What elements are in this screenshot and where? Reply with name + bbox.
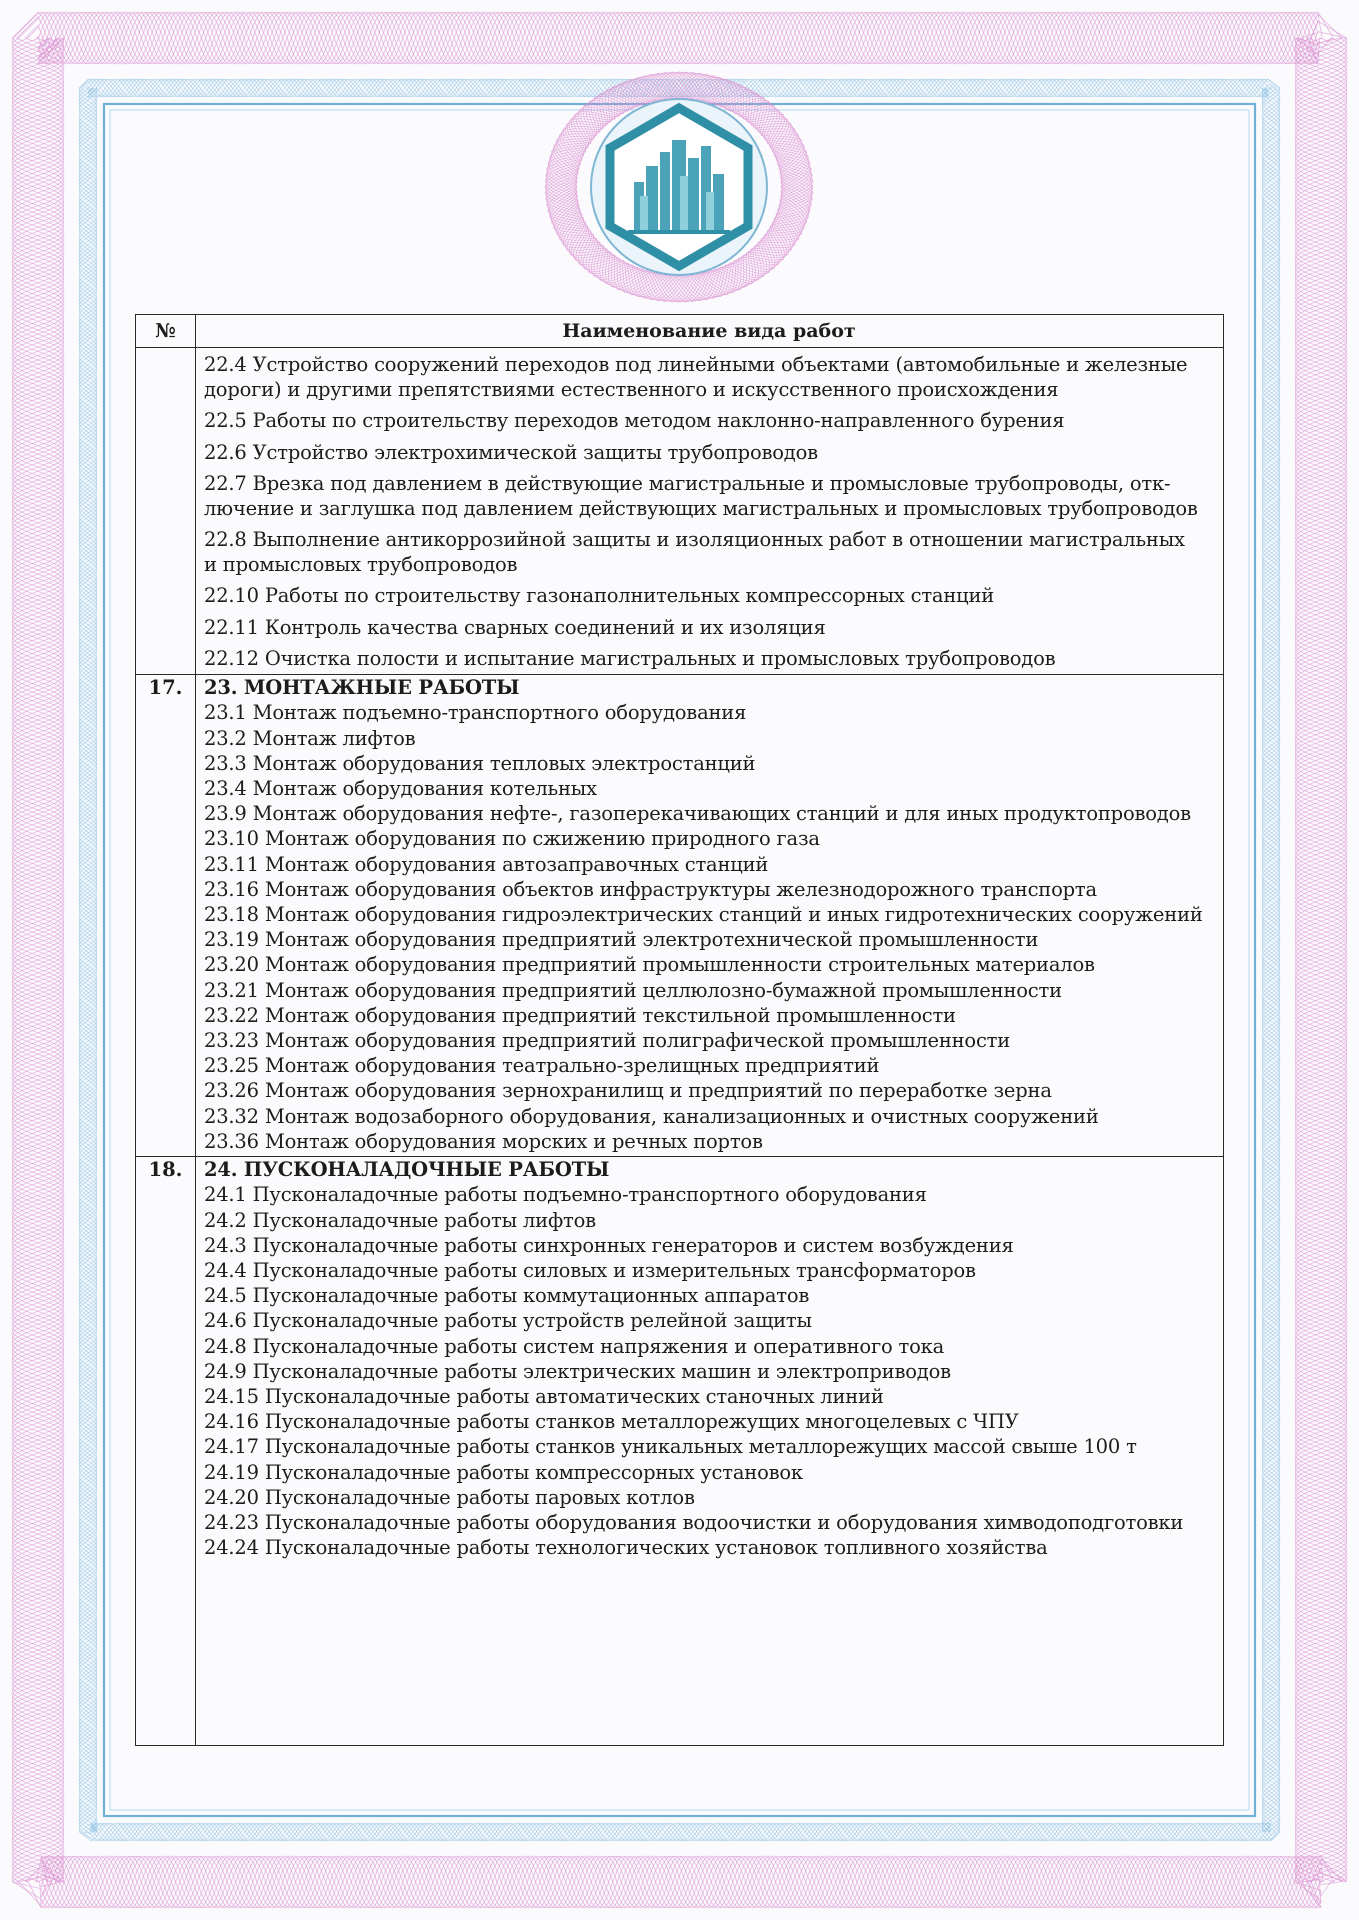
work-item: 23.3 Монтаж оборудования тепловых электростанций [204,751,756,775]
work-item: 24.1 Пусконаладочные работы подъемно-транспортного оборудования [204,1183,927,1207]
header-divider [136,347,1223,348]
work-item: 24.3 Пусконаладочные работы синхронных генераторов и систем возбуждения [204,1233,1014,1257]
work-item: 23.22 Монтаж оборудования предприятий текстильной промышленности [204,1003,956,1027]
work-item: 24.24 Пусконаладочные работы технологических установок топливного хозяйства [204,1536,1048,1560]
work-item: 23.18 Монтаж оборудования гидроэлектрических станций и иных гидротехнических сооружений [204,903,1203,926]
work-item: 23.11 Монтаж оборудования автозаправочных станций [204,852,769,876]
work-item: 22.7 Врезка под давлением в действующие магистральные и промысловые трубопроводы, отк- [204,471,1171,495]
work-item: 24.5 Пусконаладочные работы коммутационных аппаратов [204,1284,810,1308]
work-item: 22.6 Устройство электрохимической защиты трубопроводов [204,440,818,464]
header-title: Наименование вида работ [562,320,856,342]
work-item: и промысловых трубопроводов [204,552,518,576]
work-item: 24.19 Пусконаладочные работы компрессорных установок [204,1460,803,1484]
work-item: 23.4 Монтаж оборудования котельных [204,777,597,800]
work-item: 23.21 Монтаж оборудования предприятий целлюлозно-бумажной промышленности [204,978,1062,1002]
work-item: 24.17 Пусконаладочные работы станков уникальных металлорежущих массой свыше 100 т [204,1435,1137,1459]
work-item: 23.16 Монтаж оборудования объектов инфраструктуры железнодорожного транспорта [204,877,1097,901]
work-item: 23.23 Монтаж оборудования предприятий полиграфической промышленности [204,1029,1011,1052]
work-item: 23.25 Монтаж оборудования театрально-зрелищных предприятий [204,1054,880,1078]
work-item: 24.6 Пусконаладочные работы устройств релейной защиты [204,1309,812,1333]
work-item: 24.8 Пусконаладочные работы систем напряжения и оперативного тока [204,1334,945,1358]
work-item: 24.15 Пусконаладочные работы автоматических станочных линий [204,1384,884,1408]
work-item: 23.32 Монтаж водозаборного оборудования, канализационных и очистных сооружений [204,1104,1099,1128]
work-item: 24.20 Пусконаладочные работы паровых котлов [204,1485,695,1509]
work-item: 22.8 Выполнение антикоррозийной защиты и изоляционных работ в отношении магистральных [204,528,1185,551]
work-item: 23.1 Монтаж подъемно-транспортного оборудования [204,701,747,725]
work-item: 23.9 Монтаж оборудования нефте-, газоперекачивающих станций и для иных продуктопроводов [204,802,1191,826]
work-item: лючение и заглушка под давлением действующих магистральных и промысловых трубопроводов [204,496,1198,520]
city-skyline-hexagon-icon [588,96,770,278]
work-item: 23.36 Монтаж оборудования морских и речных портов [204,1129,763,1153]
work-types-table [135,314,1224,1746]
work-item: 24.23 Пусконаладочные работы оборудования водоочистки и оборудования химводоподготовки [204,1510,1184,1534]
work-item: 23.2 Монтаж лифтов [204,726,416,750]
work-item: 22.11 Контроль качества сварных соединений и их изоляция [204,615,826,639]
work-item: 24.2 Пусконаладочные работы лифтов [204,1208,596,1232]
section-divider [136,1156,1223,1157]
column-divider [195,315,196,1745]
work-item: 23.26 Монтаж оборудования зернохранилищ и предприятий по переработке зерна [204,1079,1052,1103]
section-number: 17. [148,676,183,700]
work-item: 22.10 Работы по строительству газонаполнительных компрессорных станций [204,584,995,608]
work-item: 24.9 Пусконаладочные работы электрических машин и электроприводов [204,1359,951,1383]
section-number: 18. [148,1158,183,1181]
work-item: 24.16 Пусконаладочные работы станков металлорежущих многоцелевых с ЧПУ [204,1410,1019,1434]
section-title: 23. МОНТАЖНЫЕ РАБОТЫ [204,676,520,700]
work-item: 23.10 Монтаж оборудования по сжижению природного газа [204,827,820,851]
work-item: 23.19 Монтаж оборудования предприятий электротехнической промышленности [204,928,1039,952]
work-item: 22.12 Очистка полости и испытание магистральных и промысловых трубопроводов [204,646,1056,670]
work-item: 24.4 Пусконаладочные работы силовых и измерительных трансформаторов [204,1258,976,1282]
header-number: № [155,320,176,342]
work-item: 23.20 Монтаж оборудования предприятий промышленности строительных материалов [204,953,1095,977]
work-item: 22.5 Работы по строительству переходов методом наклонно-направленного бурения [204,409,1065,433]
work-item: дороги) и другими препятствиями естественного и искусственного происхождения [204,377,1059,401]
work-item: 22.4 Устройство сооружений переходов под линейными объектами (автомобильные и железные [204,353,1188,376]
section-title: 24. ПУСКОНАЛАДОЧНЫЕ РАБОТЫ [204,1158,610,1181]
section-divider [136,674,1223,675]
